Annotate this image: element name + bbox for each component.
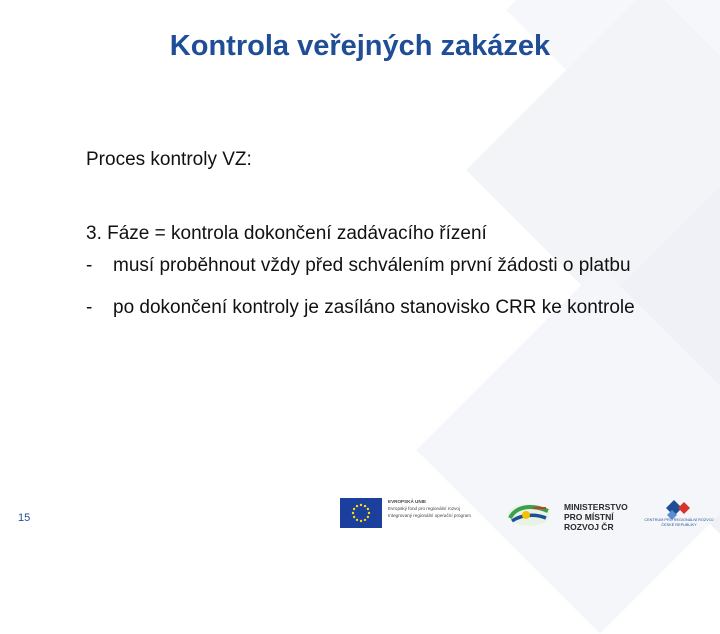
ministry-logo-text <box>564 502 636 532</box>
ministry-line: MINISTERSTVO <box>564 502 628 512</box>
eu-stars-icon <box>346 502 376 524</box>
bullet-text: musí proběhnout vždy před schválením první žádosti o platbu <box>113 255 631 276</box>
eu-logo-line: Integrovaný regionální operační program <box>388 513 471 518</box>
eu-flag-icon <box>340 498 382 528</box>
page-number: 15 <box>18 512 31 524</box>
slide-content <box>86 148 676 338</box>
phase-heading: 3. Fáze = kontrola dokončení zadávacího řízení <box>86 223 487 244</box>
crr-logo-text: CENTRUM PRO REGIONÁLNÍ ROZVOJ ČESKÉ REPUBLIKY <box>644 518 714 527</box>
bullet-text: po dokončení kontroly je zasíláno stanovisko CRR ke kontrole <box>113 297 635 318</box>
ministry-line: PRO MÍSTNÍ <box>564 512 614 522</box>
bullet-marker: - <box>86 255 93 276</box>
bullet-item <box>86 254 676 278</box>
intro-text: Proces kontroly VZ: <box>86 149 252 170</box>
ministry-line: ROZVOJ ČR <box>564 522 614 532</box>
crr-logo-icon <box>644 498 714 534</box>
eu-logo-line: EVROPSKÁ UNIE <box>388 499 427 504</box>
slide-title: Kontrola veřejných zakázek <box>169 30 551 62</box>
eu-logo-line: Evropský fond pro regionální rozvoj <box>388 506 461 511</box>
eu-logo-text <box>388 498 498 519</box>
footer-logos <box>0 488 720 540</box>
bullet-item <box>86 296 676 320</box>
bullet-marker: - <box>86 297 93 318</box>
iop-logo-icon <box>506 502 552 528</box>
